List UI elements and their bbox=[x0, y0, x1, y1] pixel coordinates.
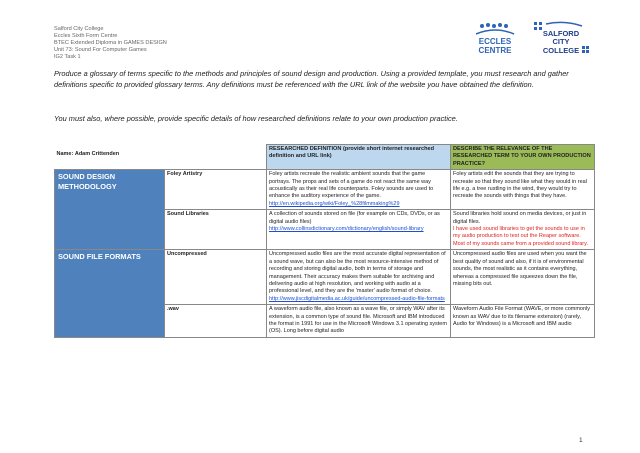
definition-text: Foley artists recreate the realistic ambient sounds that the game portrays. The props and sets of a game do not react the same way acoustically as their real life counterparts. Foley sounds are used to enhance the auditory experience of the game. bbox=[269, 171, 434, 200]
relevance-text: Foley artists edit the sounds that they are trying to recreate so that they sound like what they would in real life e.g. a tree rustling in the wind, they would try to recreate the sounds with things that they have. bbox=[453, 171, 587, 200]
relevance-cell bbox=[451, 210, 595, 250]
section-title: SOUND DESIGN METHODOLOGY bbox=[55, 170, 165, 250]
relevance-cell bbox=[451, 170, 595, 210]
table-header-row bbox=[55, 145, 595, 170]
definition-cell bbox=[267, 170, 451, 210]
intro-paragraph-1: Produce a glossary of terms specific to the methods and principles of sound design and production. Using a provided template, you must research and gather definitions specific to provided glossary terms. Any definitions must be referenced with the URL link of the website you have obtained the definition. bbox=[54, 69, 569, 90]
relevance-cell bbox=[451, 305, 595, 338]
glossary-term: .wav bbox=[165, 305, 267, 338]
salford-city-college-logo bbox=[530, 20, 592, 56]
glossary-term: Uncompressed bbox=[165, 250, 267, 305]
definition-url-link[interactable]: http://www.collinsdictionary.com/dictionary/english/sound-library bbox=[269, 226, 424, 233]
eccles-logo-line1: ECCLES bbox=[478, 37, 512, 46]
table-row bbox=[55, 250, 595, 305]
student-name: Adam Crittenden bbox=[74, 150, 120, 157]
eccles-centre-logo bbox=[472, 20, 518, 56]
salford-logo-line1: SALFORD bbox=[542, 29, 580, 38]
header-line: Salford City College bbox=[54, 26, 104, 32]
definition-text: Uncompressed audio files are the most accurate digital representation of a sound wave, but can also be the most resource-intensive method of recording and storing digital audio, both in terms of storage and management. Their accuracy makes them suitable for archiving and delivering audio at high resolution, and working with audio at a professional level, and they are the 'master' audio format of choice. bbox=[269, 251, 446, 295]
relevance-cell bbox=[451, 250, 595, 305]
definition-cell bbox=[267, 250, 451, 305]
intro-paragraph-2: You must also, where possible, provide specific details of how researched definitions relate to your own production practice. bbox=[54, 114, 458, 123]
table-row bbox=[55, 170, 595, 210]
glossary-table bbox=[54, 144, 595, 338]
name-cell bbox=[55, 145, 267, 170]
header-line: BTEC Extended Diploma in GAMES DESIGN bbox=[54, 40, 167, 46]
definition-url-link[interactable]: http://www.jiscdigitalmedia.ac.uk/guide/uncompressed-audio-file-formats bbox=[269, 295, 445, 302]
researched-definition-header: RESEARCHED DEFINITION (provide short internet researched definition and URL link) bbox=[267, 145, 451, 170]
definition-cell bbox=[267, 305, 451, 338]
definition-url-link[interactable]: http://en.wikipedia.org/wiki/Foley_%28filmmaking%29 bbox=[269, 200, 400, 207]
salford-logo-line3: COLLEGE bbox=[542, 46, 580, 55]
header-line: Unit 73: Sound For Computer Games bbox=[54, 47, 147, 53]
relevance-text: Sound libraries hold sound on media devices, or just in digital files. bbox=[453, 211, 587, 225]
definition-text: A waveform audio file, also known as a wave file, or simply WAV after its extension, is a common type of sound file. Microsoft and IBM introduced the format in 1991 for use in the Microsoft Windows 3.1 operating system (OS). Long before digital audio bbox=[269, 306, 447, 335]
relevance-text: Waveform Audio File Format (WAVE, or more commonly known as WAV due to its filename extension) (rarely, Audio for Windows) is a Microsoft and IBM audio bbox=[453, 306, 591, 327]
eccles-logo-line2: CENTRE bbox=[478, 46, 512, 55]
relevance-own-practice-text: I have used sound libraries to get the sounds to use in my audio production to test out the Reaper software. Most of my sounds came from a provided sound library. bbox=[453, 226, 589, 247]
header-line: IG2 Task 1 bbox=[54, 54, 81, 60]
section-title: SOUND FILE FORMATS bbox=[55, 250, 165, 337]
glossary-term: Foley Artistry bbox=[165, 170, 267, 210]
salford-logo-line2: CITY bbox=[552, 37, 570, 46]
glossary-term: Sound Libraries bbox=[165, 210, 267, 250]
relevance-text: Uncompressed audio files are used when you want the best quality of sound and also, if it is of environmental sounds, the most realistic as it contains everything, whereas a compressed file squeezes down the file, missing bits out. bbox=[453, 251, 587, 287]
name-label: Name: bbox=[56, 150, 74, 157]
page-number: 1 bbox=[579, 437, 583, 444]
header-line: Eccles Sixth Form Centre bbox=[54, 33, 118, 39]
relevance-header: DESCRIBE THE RELEVANCE OF THE RESEARCHED TERM TO YOUR OWN PRODUCTION PRACTICE? bbox=[451, 145, 595, 170]
definition-text: A collection of sounds stored on file (for example on CDs, DVDs, or as digital audio files) bbox=[269, 211, 440, 225]
document-header bbox=[54, 26, 167, 61]
definition-cell bbox=[267, 210, 451, 250]
